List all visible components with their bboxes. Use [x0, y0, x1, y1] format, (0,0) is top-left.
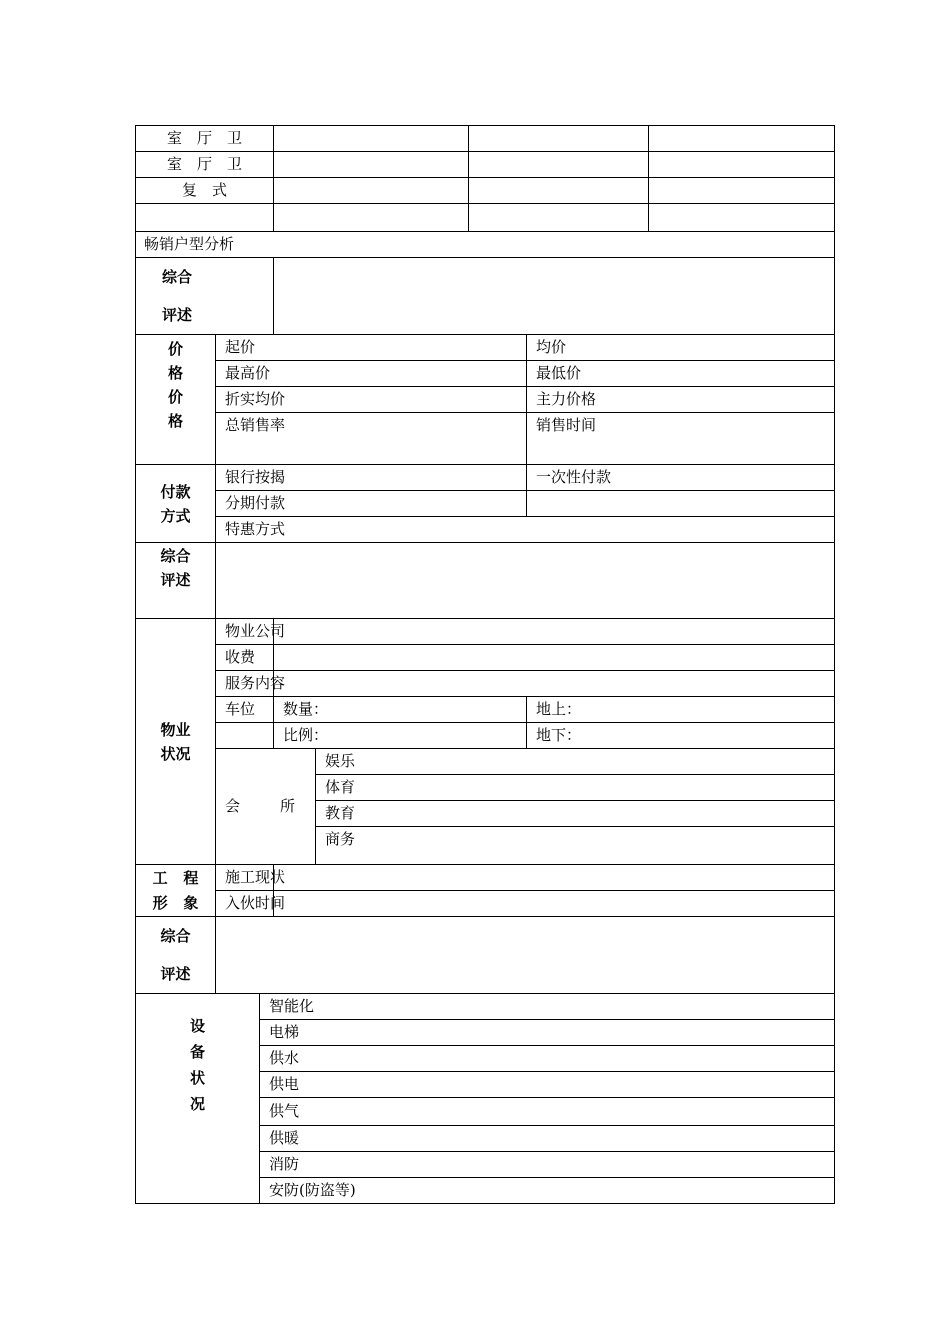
blank-cell[interactable] [274, 619, 835, 645]
equipment-item: 消防 [260, 1152, 835, 1178]
payment-row [136, 491, 835, 517]
equipment-header-char: 备 [189, 1043, 205, 1061]
entertainment-label: 娱乐 [316, 749, 835, 775]
property-row [136, 619, 835, 645]
summary-header-line1: 综合 [162, 268, 193, 286]
equipment-header-char: 设 [189, 1017, 205, 1035]
main-price-label: 主力价格 [527, 387, 835, 413]
equipment-header-char: 状 [189, 1069, 205, 1087]
parking-ratio-label: 比例： [274, 723, 527, 749]
summary-row-2 [136, 543, 835, 619]
project-row [136, 865, 835, 891]
property-row [136, 645, 835, 671]
property-header-line2: 状况 [160, 744, 191, 763]
summary-header [136, 543, 216, 619]
blank-cell[interactable] [527, 491, 835, 517]
sports-label: 体育 [316, 775, 835, 801]
parking-label-b: 位 [240, 700, 256, 718]
project-row [136, 891, 835, 917]
clubhouse-label-b: 所 [280, 797, 296, 815]
project-header-char: 工 [152, 868, 168, 887]
property-header [136, 619, 216, 865]
payment-header [136, 465, 216, 543]
summary-header-line1: 综合 [160, 547, 191, 565]
project-header-char: 象 [183, 893, 199, 912]
payment-row [136, 465, 835, 491]
blank-cell[interactable] [469, 126, 649, 152]
move-in-time-label: 入伙时间 [216, 891, 274, 917]
property-header-line1: 物业 [160, 720, 191, 739]
clubhouse-label [216, 749, 316, 865]
price-row [136, 413, 835, 465]
project-header-char: 程 [183, 868, 199, 887]
total-sales-rate-label: 总销售率 [216, 413, 527, 465]
summary-header-line2: 评述 [160, 571, 191, 589]
blank-cell[interactable] [216, 723, 274, 749]
payment-header-line1: 付款 [160, 482, 191, 501]
parking-quantity-label: 数量： [274, 697, 527, 723]
price-header-char: 格 [167, 412, 183, 430]
unit-type-row [136, 204, 835, 232]
bestseller-row [136, 232, 835, 258]
unit-type-row [136, 126, 835, 152]
property-row [136, 671, 835, 697]
equipment-item: 供电 [260, 1072, 835, 1098]
equipment-item: 安防(防盗等) [260, 1178, 835, 1204]
blank-cell[interactable] [274, 891, 835, 917]
equipment-item: 供水 [260, 1046, 835, 1072]
price-row [136, 361, 835, 387]
unit-type-row [136, 178, 835, 204]
installment-label: 分期付款 [216, 491, 527, 517]
equipment-item: 智能化 [260, 994, 835, 1020]
price-header-char: 格 [167, 364, 183, 382]
bank-mortgage-label: 银行按揭 [216, 465, 527, 491]
summary-header [136, 917, 216, 994]
project-header-line2 [153, 894, 199, 912]
blank-cell[interactable] [274, 204, 469, 232]
summary-content[interactable] [216, 917, 835, 994]
payment-header-line2: 方式 [160, 506, 191, 525]
summary-header-line1: 综合 [160, 927, 191, 945]
summary-header [136, 258, 274, 335]
price-header-char: 价 [167, 340, 183, 358]
property-company-label: 物业公司 [216, 619, 274, 645]
equipment-item: 供气 [260, 1098, 835, 1126]
price-row [136, 335, 835, 361]
survey-form-sheet [135, 125, 834, 1204]
bestseller-label: 畅销户型分析 [136, 232, 835, 258]
construction-status-label: 施工现状 [216, 865, 274, 891]
summary-header-line2: 评述 [162, 306, 193, 324]
blank-cell[interactable] [274, 178, 469, 204]
blank-cell[interactable] [469, 204, 649, 232]
price-row [136, 387, 835, 413]
unit-type-label: 室 厅 卫 [136, 152, 274, 178]
project-header-char: 形 [152, 893, 168, 912]
equipment-row [136, 994, 835, 1020]
blank-cell[interactable] [274, 126, 469, 152]
blank-cell[interactable] [649, 152, 835, 178]
summary-content[interactable] [216, 543, 835, 619]
equipment-header [136, 994, 260, 1204]
property-row [136, 749, 835, 775]
price-header [136, 335, 216, 465]
parking-label-a: 车 [225, 700, 241, 718]
property-survey-table [135, 125, 835, 1204]
property-row [136, 723, 835, 749]
equipment-item: 供暖 [260, 1126, 835, 1152]
equipment-item: 电梯 [260, 1020, 835, 1046]
property-row [136, 697, 835, 723]
sales-time-label: 销售时间 [527, 413, 835, 465]
parking-below-label: 地下： [527, 723, 835, 749]
summary-row-3 [136, 917, 835, 994]
unit-type-row [136, 152, 835, 178]
education-label: 教育 [316, 801, 835, 827]
clubhouse-label-a: 会 [225, 797, 241, 815]
unit-type-label: 复 式 [136, 178, 274, 204]
lowest-price-label: 最低价 [527, 361, 835, 387]
blank-cell[interactable] [469, 178, 649, 204]
price-header-char: 价 [167, 388, 183, 406]
payment-row [136, 517, 835, 543]
project-header-line1 [153, 869, 199, 887]
summary-content[interactable] [274, 258, 835, 335]
service-content-label: 服务内容 [216, 671, 274, 697]
blank-cell[interactable] [649, 204, 835, 232]
summary-header-line2: 评述 [160, 965, 191, 983]
lump-sum-label: 一次性付款 [527, 465, 835, 491]
parking-label [216, 697, 274, 723]
special-offer-label: 特惠方式 [216, 517, 835, 543]
business-label: 商务 [316, 827, 835, 865]
discount-average-label: 折实均价 [216, 387, 527, 413]
blank-cell[interactable] [274, 865, 835, 891]
average-price-label: 均价 [527, 335, 835, 361]
equipment-header-char: 况 [189, 1095, 205, 1113]
project-header [136, 865, 216, 917]
fee-label [216, 645, 274, 671]
blank-cell[interactable] [469, 152, 649, 178]
blank-cell[interactable] [274, 671, 835, 697]
unit-type-label [136, 204, 274, 232]
highest-price-label: 最高价 [216, 361, 527, 387]
blank-cell[interactable] [649, 178, 835, 204]
parking-above-label: 地上： [527, 697, 835, 723]
blank-cell[interactable] [274, 152, 469, 178]
start-price-label: 起价 [216, 335, 527, 361]
fee-label-b: 费 [240, 648, 256, 666]
blank-cell[interactable] [274, 645, 835, 671]
blank-cell[interactable] [649, 126, 835, 152]
summary-row-1 [136, 258, 835, 335]
unit-type-label: 室 厅 卫 [136, 126, 274, 152]
fee-label-a: 收 [225, 648, 241, 666]
